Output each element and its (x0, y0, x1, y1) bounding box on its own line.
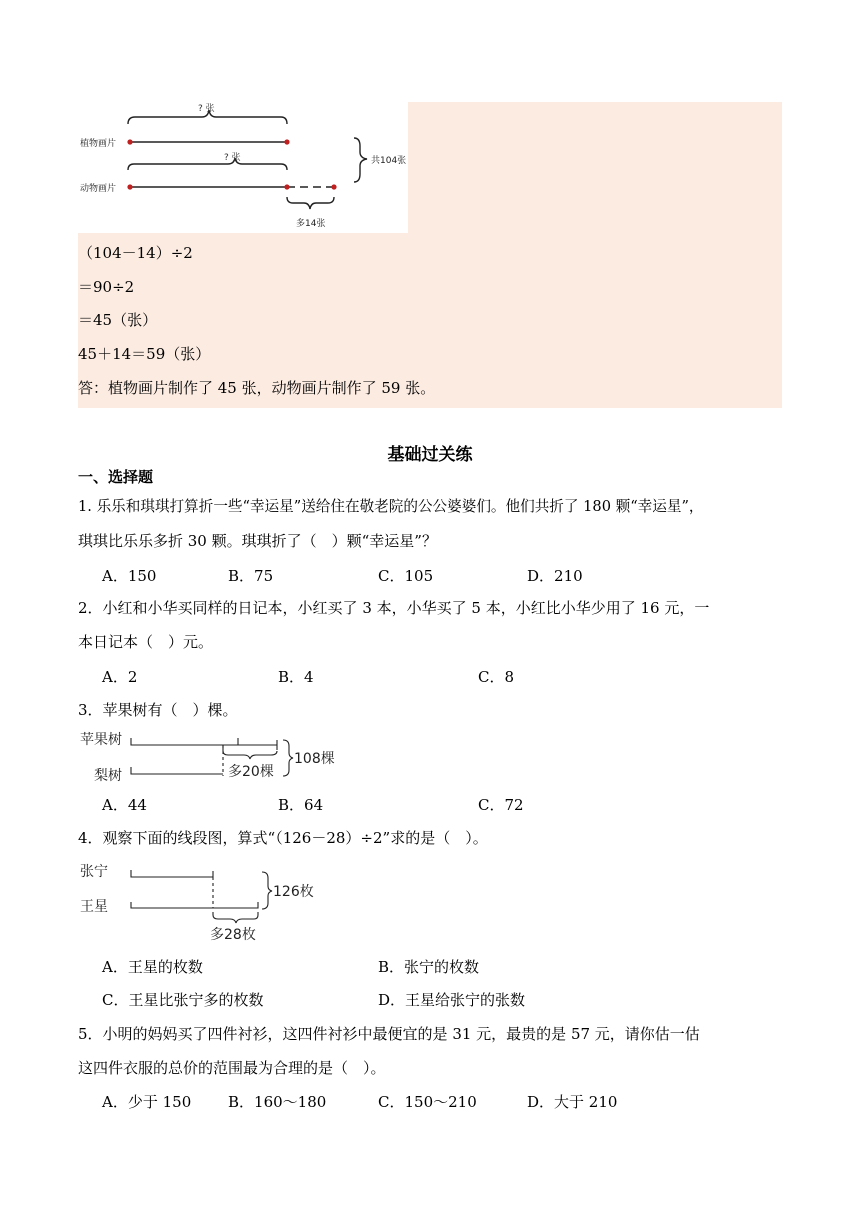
answer-line-2: ＝90÷2 (78, 278, 135, 296)
q3-row1-label: 苹果树 (80, 732, 122, 748)
q3-line-diagram (78, 728, 348, 786)
q4-option-d[interactable]: D．王星给张宁的张数 (378, 991, 526, 1009)
total-label: 共104张 (371, 156, 407, 166)
q4-row1-label: 张宁 (80, 864, 108, 880)
q4-total-label: 126枚 (273, 884, 314, 900)
answer-line-3: ＝45（张） (78, 311, 158, 329)
label-top: ? 张 (198, 104, 215, 114)
q3-total-label: 108棵 (294, 751, 335, 767)
q5-option-c[interactable]: C．150～210 (378, 1093, 477, 1111)
q4-line-diagram (78, 857, 328, 945)
part-title: 一、选择题 (78, 468, 154, 486)
q5-option-d[interactable]: D．大于 210 (527, 1093, 618, 1111)
question-5-line-2: 这四件衣服的总价的范围最为合理的是（ ）。 (78, 1059, 386, 1077)
question-4-line-1: 4．观察下面的线段图，算式“（126－28）÷2”求的是（ ）。 (78, 829, 488, 847)
question-4-figure (78, 857, 328, 949)
row1-label: 植物画片 (80, 139, 117, 149)
answer-line-5: 答：植物画片制作了 45 张，动物画片制作了 59 张。 (78, 379, 436, 397)
q2-option-a[interactable]: A．2 (102, 668, 138, 686)
question-3-line-1: 3．苹果树有（ ）棵。 (78, 701, 238, 719)
q1-option-d[interactable]: D．210 (527, 567, 583, 585)
question-3-figure (78, 728, 348, 790)
q4-row2-label: 王星 (80, 899, 108, 915)
q4-diff-label: 多28枚 (210, 927, 256, 943)
q1-option-c[interactable]: C．105 (378, 567, 434, 585)
label-mid: ? 张 (224, 153, 241, 163)
answer-line-1: （104－14）÷2 (78, 244, 193, 262)
q4-option-c[interactable]: C．王星比张宁多的枚数 (102, 991, 264, 1009)
q2-option-b[interactable]: B．4 (278, 668, 314, 686)
question-5-line-1: 5．小明的妈妈买了四件衬衫，这四件衬衫中最便宜的是 31 元，最贵的是 57 元，请你估一估 (78, 1025, 700, 1043)
row2-label: 动物画片 (80, 184, 117, 194)
q3-row2-label: 梨树 (94, 768, 122, 784)
q1-option-a[interactable]: A．150 (102, 567, 157, 585)
question-2-line-1: 2．小红和小华买同样的日记本，小红买了 3 本，小华买了 5 本，小红比小华少用了 16 元，一 (78, 599, 710, 617)
q4-option-b[interactable]: B．张宁的枚数 (378, 958, 480, 976)
q2-option-c[interactable]: C．8 (478, 668, 515, 686)
question-1-line-2: 琪琪比乐乐多折 30 颗。琪琪折了（ ）颗“幸运星”？ (78, 532, 437, 550)
answer-line-diagram (78, 102, 408, 233)
question-2-line-2: 本日记本（ ）元。 (78, 633, 214, 651)
q5-option-a[interactable]: A．少于 150 (102, 1093, 192, 1111)
q5-option-b[interactable]: B．160～180 (228, 1093, 327, 1111)
q1-option-b[interactable]: B．75 (228, 567, 274, 585)
q3-diff-label: 多20棵 (228, 764, 274, 780)
answer-figure (78, 102, 408, 233)
answer-line-4: 45＋14＝59（张） (78, 345, 211, 363)
question-1-line-1: 1. 乐乐和琪琪打算折一些“幸运星”送给住在敬老院的公公婆婆们。他们共折了 180 颗“幸运星”， (78, 498, 704, 515)
q3-option-b[interactable]: B．64 (278, 796, 324, 814)
q4-option-a[interactable]: A．王星的枚数 (102, 958, 203, 976)
q3-option-a[interactable]: A．44 (102, 796, 147, 814)
diff-label: 多14张 (296, 219, 326, 229)
q3-option-c[interactable]: C．72 (478, 796, 524, 814)
section-title: 基础过关练 (387, 445, 473, 465)
